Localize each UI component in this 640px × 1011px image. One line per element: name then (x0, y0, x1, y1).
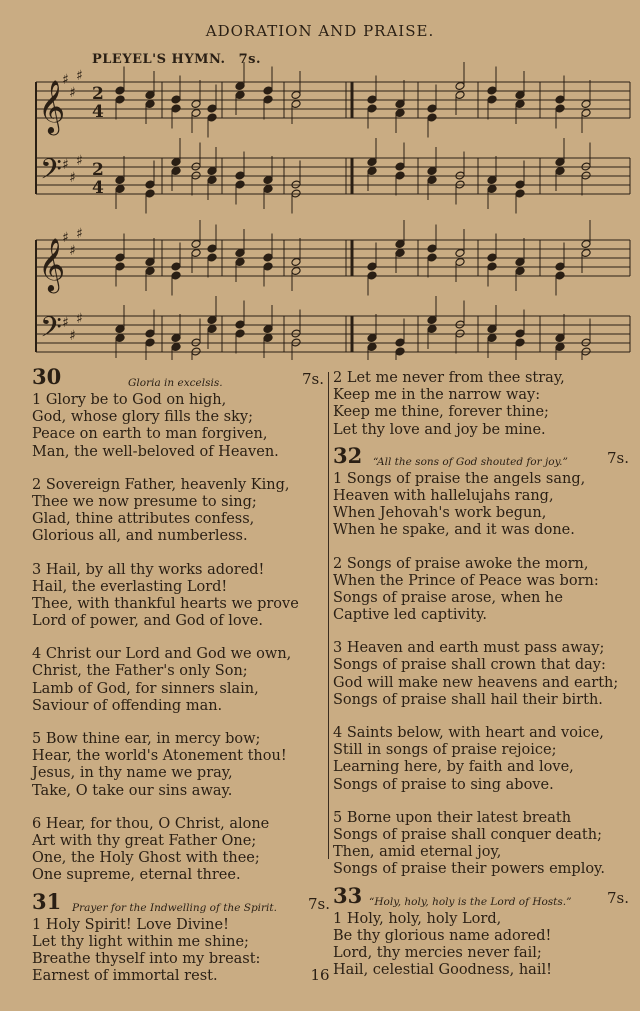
hymn-title: Gloria in excelsis. (128, 377, 223, 389)
treble-staff (36, 240, 630, 276)
hymn-number: 33 (333, 882, 363, 908)
verse-line: Keep me in the narrow way: (333, 387, 541, 404)
right-column (333, 370, 633, 995)
stanza (333, 725, 633, 794)
verse-line: 2 Sovereign Father, heavenly King, (32, 476, 290, 493)
page-header: ADORATION AND PRAISE. (205, 22, 435, 40)
verse-line: 1 Songs of praise the angels sang, (333, 470, 586, 487)
time-signature-bottom: 4 (92, 178, 104, 198)
verse-line: Let thy light within me shine; (32, 933, 249, 950)
svg-text:♯: ♯ (62, 72, 69, 88)
hymn-title: “All the sons of God shouted for joy.” (373, 455, 568, 468)
verse-line: 3 Hail, by all thy works adored! (32, 561, 265, 578)
column-divider (328, 372, 329, 859)
stanza (32, 562, 324, 631)
stanza (32, 392, 324, 461)
verse-line: Man, the well-beloved of Heaven. (32, 443, 279, 460)
bass-staff (36, 316, 630, 352)
hymn-meter: 7s. (606, 888, 629, 907)
verse-line: Christ, the Father's only Son; (32, 663, 248, 680)
sheet-music (0, 0, 640, 360)
svg-text:♯: ♯ (62, 230, 69, 246)
verse-line: Songs of praise shall crown that day: (333, 657, 606, 674)
hymn-title: “Holy, holy, holy is the Lord of Hosts.” (369, 895, 572, 908)
verse-line: Thee, with thankful hearts we prove (32, 595, 299, 612)
svg-text:♯: ♯ (76, 311, 83, 327)
hymn-meter: 7s. (606, 448, 629, 467)
treble-staff (36, 82, 630, 118)
verse-line: Songs of praise to sing above. (333, 776, 554, 793)
verse-line: Lamb of God, for sinners slain, (32, 680, 259, 697)
time-signature-top: 2 (92, 84, 104, 104)
stanza (333, 810, 633, 879)
verse-line: 1 Holy, holy, holy Lord, (333, 910, 502, 927)
svg-text:♯: ♯ (69, 170, 76, 186)
svg-text:♯: ♯ (62, 315, 69, 331)
svg-text:♯: ♯ (76, 226, 83, 242)
verse-line: God will make new heavens and earth; (333, 674, 619, 691)
svg-text:♯: ♯ (76, 68, 83, 84)
verse-line: When Jehovah's work begun, (333, 505, 547, 522)
verse-line: Jesus, in thy name we pray, (32, 765, 233, 782)
verse-line: One supreme, eternal three. (32, 867, 241, 884)
page-number: 16 (310, 966, 330, 984)
verse-line: 3 Heaven and earth must pass away; (333, 640, 605, 657)
hymn-30 (32, 364, 324, 885)
verse-line: 1 Holy Spirit! Love Divine! (32, 916, 229, 933)
verse-line: Keep me thine, forever thine; (333, 404, 549, 421)
verse-line: Hail, the everlasting Lord! (32, 578, 228, 595)
hymn-number: 32 (333, 442, 363, 468)
verse-line: When the Prince of Peace was born: (333, 572, 599, 589)
verse-line: Earnest of immortal rest. (32, 968, 218, 985)
svg-text:♯: ♯ (69, 243, 76, 259)
verse-line: Thee we now presume to sing; (32, 493, 257, 510)
hymn-header (32, 364, 324, 392)
verse-line: 5 Bow thine ear, in mercy bow; (32, 731, 261, 747)
verse-line: Heaven with hallelujahs rang, (333, 487, 554, 504)
verse-line: Glad, thine attributes confess, (32, 511, 255, 528)
stanza (32, 816, 324, 885)
verse-line: Songs of praise arose, when he (333, 589, 563, 606)
verse-line: Songs of praise shall hail their birth. (333, 691, 603, 708)
verse-line: Art with thy great Father One; (32, 832, 257, 849)
verse-line: Still in songs of praise rejoice; (333, 742, 557, 759)
treble-clef: 𝄞 (38, 79, 66, 133)
tune-name: PLEYEL'S HYMN. (92, 52, 226, 67)
stanza (333, 471, 633, 540)
verse-line: Songs of praise their powers employ. (333, 861, 605, 878)
svg-text:♯: ♯ (69, 85, 76, 101)
verse-line: 4 Christ our Lord and God we own, (32, 646, 292, 663)
verse-line: 2 Songs of praise awoke the morn, (333, 555, 589, 572)
verse-line: Take, O take our sins away. (32, 782, 233, 799)
hymn-meter: 7s. (301, 370, 324, 388)
verse-line: Glorious all, and numberless. (32, 528, 248, 545)
stanza (32, 731, 324, 800)
verse-line: 4 Saints below, with heart and voice, (333, 725, 604, 741)
hymn-title: Prayer for the Indwelling of the Spirit. (72, 901, 277, 914)
verse-line: Lord, thy mercies never fail; (333, 944, 542, 961)
verse-line: Be thy glorious name adored! (333, 927, 552, 944)
staff-system-2 (36, 220, 630, 360)
bass-staff (36, 158, 630, 194)
verse-line: Peace on earth to man forgiven, (32, 426, 268, 443)
tune-meter: 7s. (238, 52, 262, 67)
verse-line: Songs of praise shall conquer death; (333, 826, 602, 843)
verse-line: God, whose glory fills the sky; (32, 409, 253, 426)
verse-line: 2 Let me never from thee stray, (333, 370, 565, 386)
verse-line: Learning here, by faith and love, (333, 759, 574, 776)
hymn-32 (333, 442, 633, 879)
verse-line: Captive led captivity. (333, 607, 488, 624)
stanza (333, 640, 633, 709)
verse-line: 5 Borne upon their latest breath (333, 809, 572, 826)
verse-line: 6 Hear, for thou, O Christ, alone (32, 815, 270, 832)
stanza (333, 556, 633, 625)
time-signature-bottom: 4 (92, 102, 104, 122)
svg-text:♯: ♯ (76, 153, 83, 169)
stanza (333, 370, 633, 439)
stanza (32, 477, 324, 546)
svg-text:♯: ♯ (69, 328, 76, 344)
hymn-number: 30 (32, 364, 62, 389)
hymn-meter: 7s. (307, 894, 330, 913)
verse-line: Then, amid eternal joy, (333, 844, 502, 861)
hymn-header (32, 888, 330, 917)
verse-line: Saviour of offending man. (32, 697, 223, 714)
bass-clef: 𝄢 (40, 153, 62, 193)
verse-line: Lord of power, and God of love. (32, 613, 263, 630)
svg-text:♯: ♯ (62, 157, 69, 173)
hymn-header (333, 442, 633, 471)
verse-line: 1 Glory be to God on high, (32, 392, 227, 408)
staff-system-1 (36, 62, 630, 214)
verse-line: Let thy love and joy be mine. (333, 421, 546, 438)
bass-clef: 𝄢 (40, 311, 62, 351)
verse-line: One, the Holy Ghost with thee; (32, 850, 260, 867)
verse-line: When he spake, and it was done. (333, 522, 575, 539)
hymn-header (333, 882, 633, 911)
left-column (32, 364, 330, 1001)
treble-clef: 𝄞 (38, 237, 66, 291)
verse-line: Hear, the world's Atonement thou! (32, 748, 287, 765)
verse-line: Breathe thyself into my breast: (32, 950, 261, 967)
hymn-number: 31 (32, 888, 62, 914)
time-signature-top: 2 (92, 160, 104, 180)
verse-line: Hail, celestial Goodness, hail! (333, 962, 552, 979)
stanza (32, 646, 324, 715)
